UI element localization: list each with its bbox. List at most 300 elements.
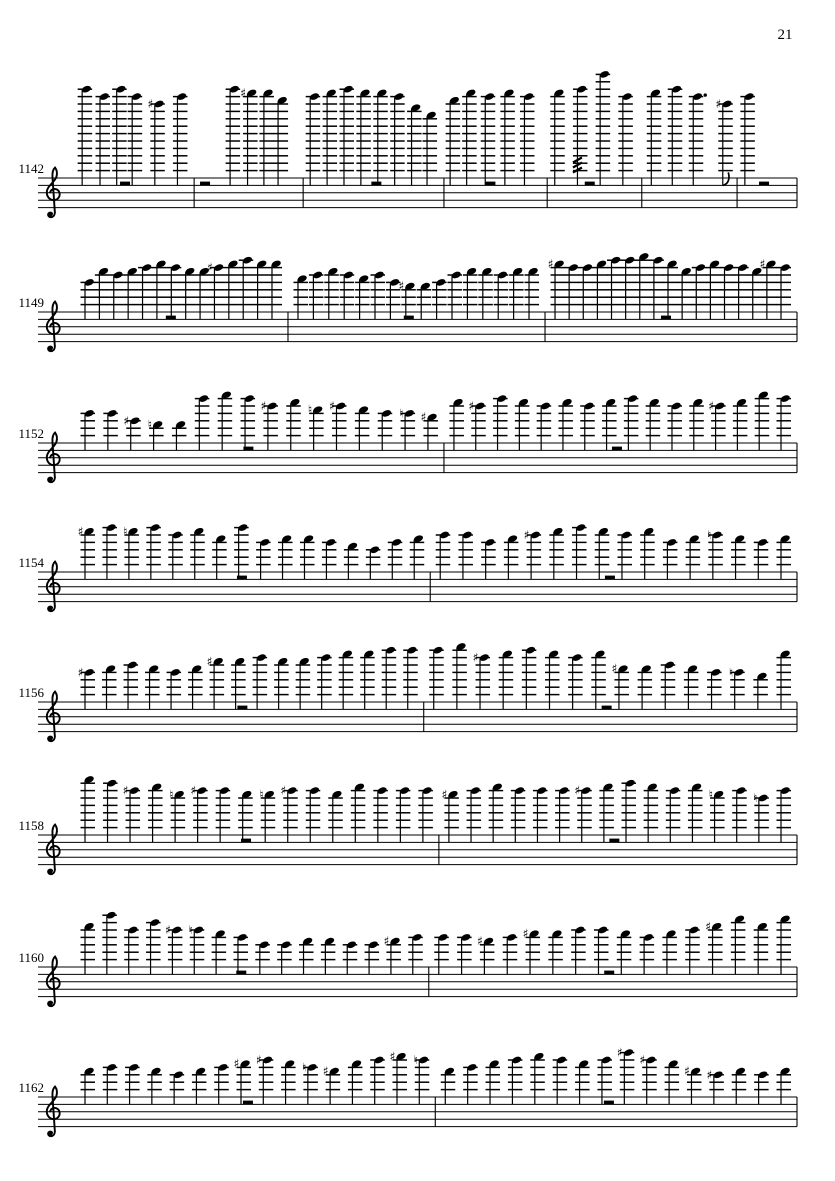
sharp-accidental: ♯: [420, 410, 427, 425]
sharp-accidental: ♯: [705, 919, 712, 934]
note: [666, 786, 681, 842]
sharp-accidental: ♯: [759, 256, 766, 271]
note: [760, 257, 777, 320]
note: [146, 523, 161, 579]
note: [296, 657, 311, 710]
note: [503, 933, 518, 975]
note: [102, 523, 117, 579]
note: [181, 267, 196, 320]
half-rest: [604, 1101, 614, 1105]
note: [442, 787, 459, 842]
clef-stroke: [47, 562, 60, 607]
note: [423, 111, 438, 186]
note: [548, 929, 563, 974]
note: [500, 88, 514, 185]
note: [732, 1067, 747, 1105]
sharp-accidental: ♯: [233, 1056, 240, 1071]
note: [81, 775, 96, 842]
measure: [429, 642, 797, 732]
augmentation-dot: [704, 93, 707, 96]
note: [664, 259, 679, 319]
note: [408, 933, 423, 975]
note: [328, 790, 343, 843]
staff-lines: [38, 178, 797, 208]
note: [241, 394, 256, 450]
clef-stroke: [47, 168, 60, 213]
note: [343, 940, 358, 974]
half-rest: [371, 182, 381, 186]
note: [81, 1067, 96, 1105]
note: [777, 534, 792, 579]
note: [692, 263, 707, 319]
sharp-accidental: ♯: [617, 1045, 623, 1060]
note: [81, 922, 96, 975]
note: [481, 92, 496, 185]
clef-stroke: [47, 692, 60, 737]
sharp-accidental: ♯: [523, 528, 530, 542]
natural-accidental: ♮: [123, 524, 128, 539]
note: [233, 933, 248, 975]
sharp-accidental: ♯: [639, 1053, 646, 1067]
note: [146, 918, 161, 974]
note: [777, 1067, 792, 1105]
note: [489, 782, 504, 842]
note: [339, 85, 354, 186]
note: [432, 278, 447, 320]
sharp-accidental: ♯: [260, 399, 267, 413]
sharp-accidental: ♯: [123, 413, 130, 428]
measure: [293, 267, 545, 342]
note: [240, 86, 257, 185]
measure: [442, 779, 797, 865]
sharp-accidental: ♯: [147, 97, 154, 111]
note: [138, 263, 153, 319]
note: [522, 646, 537, 710]
note: [323, 88, 338, 185]
note: [102, 664, 117, 709]
note: [306, 786, 321, 842]
measure-number: 1156: [18, 685, 44, 700]
measure: [81, 911, 429, 997]
note: [607, 256, 622, 320]
eighth-flag: [723, 172, 729, 185]
sharp-accidental: ♯: [240, 85, 247, 100]
note: [356, 88, 371, 185]
note: [195, 394, 210, 450]
note: [280, 784, 297, 843]
system-1152: [38, 390, 797, 482]
natural-accidental: ♮: [307, 402, 313, 417]
note: [172, 420, 187, 450]
note: [486, 1059, 501, 1104]
measure-number: 1142: [18, 161, 44, 176]
note: [169, 787, 185, 842]
note: [668, 85, 683, 186]
measure: [200, 85, 303, 208]
measure: [78, 646, 424, 732]
note: [509, 267, 524, 320]
half-rest: [243, 447, 253, 451]
sharp-accidental: ♯: [280, 783, 287, 798]
sharp-accidental: ♯: [468, 399, 475, 413]
note: [274, 96, 289, 186]
measure: [548, 252, 797, 342]
note: [689, 92, 707, 185]
note: [148, 782, 163, 842]
natural-accidental: ♮: [169, 787, 174, 802]
note: [511, 786, 526, 842]
note: [390, 1049, 407, 1104]
sharp-accidental: ♯: [708, 399, 715, 413]
note: [95, 267, 110, 320]
half-rest: [243, 1101, 253, 1105]
system-1156: [38, 642, 797, 742]
note: [457, 933, 472, 975]
note: [777, 786, 792, 842]
measure: [81, 775, 439, 865]
note: [173, 92, 188, 185]
clef-ball: [48, 607, 53, 612]
note: [145, 664, 160, 709]
note: [707, 668, 722, 710]
half-rest: [661, 316, 671, 320]
staff-lines: [38, 312, 797, 342]
clef-ball: [48, 737, 53, 742]
note: [617, 1046, 634, 1105]
note: [731, 914, 746, 974]
sharp-accidental: ♯: [165, 923, 171, 937]
note: [123, 524, 139, 579]
measure: [647, 85, 737, 208]
half-rest: [485, 182, 495, 186]
note: [462, 88, 477, 185]
note: [103, 409, 118, 451]
note: [293, 274, 308, 319]
note: [568, 653, 583, 709]
note: [525, 267, 540, 320]
note: [78, 524, 95, 579]
measure: [740, 92, 797, 208]
note: [731, 534, 746, 579]
half-rest: [759, 182, 769, 186]
sharp-accidental: ♯: [77, 524, 84, 539]
note: [274, 657, 289, 710]
note: [355, 274, 370, 319]
note: [239, 256, 254, 320]
sharp-accidental: ♯: [522, 926, 529, 941]
natural-accidental: ♮: [708, 787, 714, 802]
note: [550, 88, 565, 185]
note: [591, 649, 606, 709]
note: [421, 410, 438, 450]
note: [429, 646, 444, 710]
note: [259, 88, 274, 185]
sharp-accidental: ♯: [441, 787, 448, 802]
note: [754, 1070, 769, 1104]
half-rest: [602, 706, 612, 710]
system-1158: [38, 775, 797, 875]
note: [599, 782, 614, 842]
note: [520, 92, 535, 185]
note: [533, 786, 548, 842]
note: [103, 1063, 118, 1105]
measure: [81, 1049, 436, 1126]
measure: [81, 256, 288, 342]
sharp-accidental: ♯: [715, 97, 722, 111]
half-rest: [604, 971, 614, 975]
note: [640, 933, 655, 975]
note: [238, 790, 253, 843]
natural-accidental: ♮: [728, 665, 734, 680]
note: [558, 398, 573, 451]
half-rest: [200, 182, 210, 186]
note: [192, 1067, 207, 1105]
note: [595, 527, 610, 580]
note: [78, 85, 93, 186]
note: [573, 85, 588, 186]
note: [477, 934, 494, 974]
measure: [78, 523, 431, 602]
note: [388, 538, 403, 580]
note: [530, 1052, 545, 1105]
note: [555, 786, 570, 842]
note: [504, 534, 519, 579]
note: [602, 398, 617, 451]
sharp-accidental: ♯: [122, 783, 129, 798]
clef-stroke: [47, 957, 60, 1002]
note: [684, 664, 699, 709]
sharp-accidental: ♯: [389, 1049, 396, 1064]
page-number: 21: [777, 27, 793, 43]
note: [390, 92, 405, 185]
measure: [306, 85, 444, 208]
measure: [441, 1046, 797, 1127]
note: [734, 263, 749, 319]
measure-number: 1160: [18, 950, 44, 965]
system-1149: [38, 252, 797, 352]
note: [481, 538, 496, 580]
clef-stroke: [47, 433, 60, 478]
note: [348, 1059, 363, 1104]
sharp-accidental: ♯: [706, 1067, 713, 1082]
note: [373, 88, 388, 185]
note: [267, 259, 282, 319]
note: [317, 653, 332, 709]
staff-lines: [38, 702, 797, 732]
note: [618, 92, 633, 185]
note: [733, 398, 748, 451]
clef-ball: [48, 478, 53, 483]
note: [207, 654, 224, 709]
sharp-accidental: ♯: [472, 650, 479, 665]
note: [344, 542, 359, 580]
note: [286, 398, 301, 451]
sharp-accidental: ♯: [684, 1064, 690, 1079]
note: [226, 85, 241, 186]
clef-stroke: [47, 1087, 60, 1132]
note: [302, 1060, 318, 1104]
note: [253, 259, 267, 319]
note: [449, 398, 464, 451]
measure: [81, 390, 444, 472]
note: [351, 782, 366, 842]
note: [170, 1070, 185, 1104]
measure: [434, 914, 797, 996]
half-rest: [585, 182, 595, 186]
note: [403, 646, 418, 710]
note: [255, 940, 270, 974]
note: [647, 88, 662, 185]
note: [123, 784, 140, 843]
sharp-accidental: ♯: [398, 279, 405, 294]
note: [467, 786, 482, 842]
note: [324, 267, 339, 320]
note: [188, 664, 203, 709]
note: [256, 538, 271, 580]
note: [777, 394, 792, 450]
note: [624, 394, 639, 450]
note: [678, 267, 693, 320]
staff-lines: [38, 443, 797, 473]
natural-accidental: ♮: [413, 1053, 418, 1067]
note: [212, 534, 227, 579]
note: [417, 282, 432, 320]
note: [463, 267, 478, 320]
measure-number: 1154: [18, 555, 44, 570]
note: [622, 779, 637, 843]
note: [621, 256, 636, 320]
note: [339, 649, 354, 709]
note: [565, 263, 580, 319]
sharp-accidental: ♯: [611, 661, 618, 676]
note: [754, 538, 769, 580]
note: [365, 940, 380, 974]
note: [548, 257, 565, 320]
note: [640, 527, 655, 580]
clef-ball: [48, 347, 53, 352]
note: [96, 92, 111, 185]
note: [253, 653, 268, 709]
note: [638, 664, 653, 709]
note: [684, 1064, 701, 1104]
note: [473, 651, 490, 710]
note: [224, 259, 239, 319]
note: [407, 103, 422, 185]
note: [777, 914, 792, 974]
note: [715, 97, 732, 185]
note: [396, 786, 411, 842]
note: [322, 538, 337, 580]
sharp-accidental: ♯: [477, 934, 483, 949]
note: [754, 922, 769, 975]
note: [373, 786, 388, 842]
note: [167, 263, 182, 319]
note: [410, 534, 425, 579]
half-rest: [166, 316, 176, 320]
half-rest: [237, 576, 247, 580]
note: [216, 786, 231, 842]
note: [399, 406, 415, 450]
note: [190, 527, 205, 580]
natural-accidental: ♮: [188, 923, 193, 937]
system-1162: [38, 1046, 797, 1137]
note: [665, 1059, 680, 1104]
note: [299, 937, 314, 975]
note: [579, 263, 594, 319]
clef-ball: [48, 870, 53, 875]
note: [572, 523, 587, 579]
note: [259, 787, 275, 842]
sharp-accidental: ♯: [77, 665, 84, 680]
half-rest: [404, 316, 414, 320]
note: [635, 252, 650, 319]
note: [281, 1059, 296, 1104]
note: [148, 418, 164, 451]
note: [321, 937, 336, 975]
note: [366, 545, 381, 579]
note: [777, 649, 792, 709]
natural-accidental: ♮: [399, 406, 404, 421]
note: [478, 267, 493, 320]
half-rest: [609, 839, 619, 843]
note: [231, 657, 246, 710]
note: [218, 390, 233, 450]
note: [148, 97, 165, 185]
natural-accidental: ♮: [147, 417, 153, 432]
note: [755, 390, 770, 450]
half-rest: [237, 706, 247, 710]
note: [125, 1063, 140, 1105]
note: [709, 787, 725, 842]
note: [112, 85, 127, 186]
half-rest: [120, 182, 130, 186]
note: [662, 929, 677, 974]
note: [300, 534, 315, 579]
note: [452, 642, 467, 709]
clef-ball: [48, 1132, 53, 1137]
measure-number: 1149: [18, 295, 44, 310]
note: [706, 259, 721, 319]
note: [686, 534, 701, 579]
sharp-accidental: ♯: [207, 260, 213, 275]
note: [493, 394, 508, 450]
note: [434, 933, 449, 975]
note: [499, 649, 514, 709]
measure: [78, 85, 194, 208]
note: [689, 398, 704, 451]
note: [81, 409, 96, 451]
note: [644, 782, 659, 842]
note: [167, 668, 182, 710]
natural-accidental: ♮: [302, 1060, 307, 1075]
note: [707, 1068, 724, 1105]
note: [212, 929, 227, 974]
clef-ball: [48, 213, 53, 218]
note: [617, 929, 632, 974]
note: [729, 665, 745, 709]
note: [720, 263, 735, 319]
natural-accidental: ♮: [753, 791, 758, 805]
measure: [449, 390, 797, 472]
sharp-accidental: ♯: [322, 1064, 329, 1079]
half-rest: [241, 839, 251, 843]
measure: [550, 70, 642, 208]
measure: [446, 88, 548, 207]
note: [360, 649, 375, 709]
note: [441, 1067, 456, 1105]
half-rest: [236, 971, 246, 975]
note: [732, 786, 747, 842]
